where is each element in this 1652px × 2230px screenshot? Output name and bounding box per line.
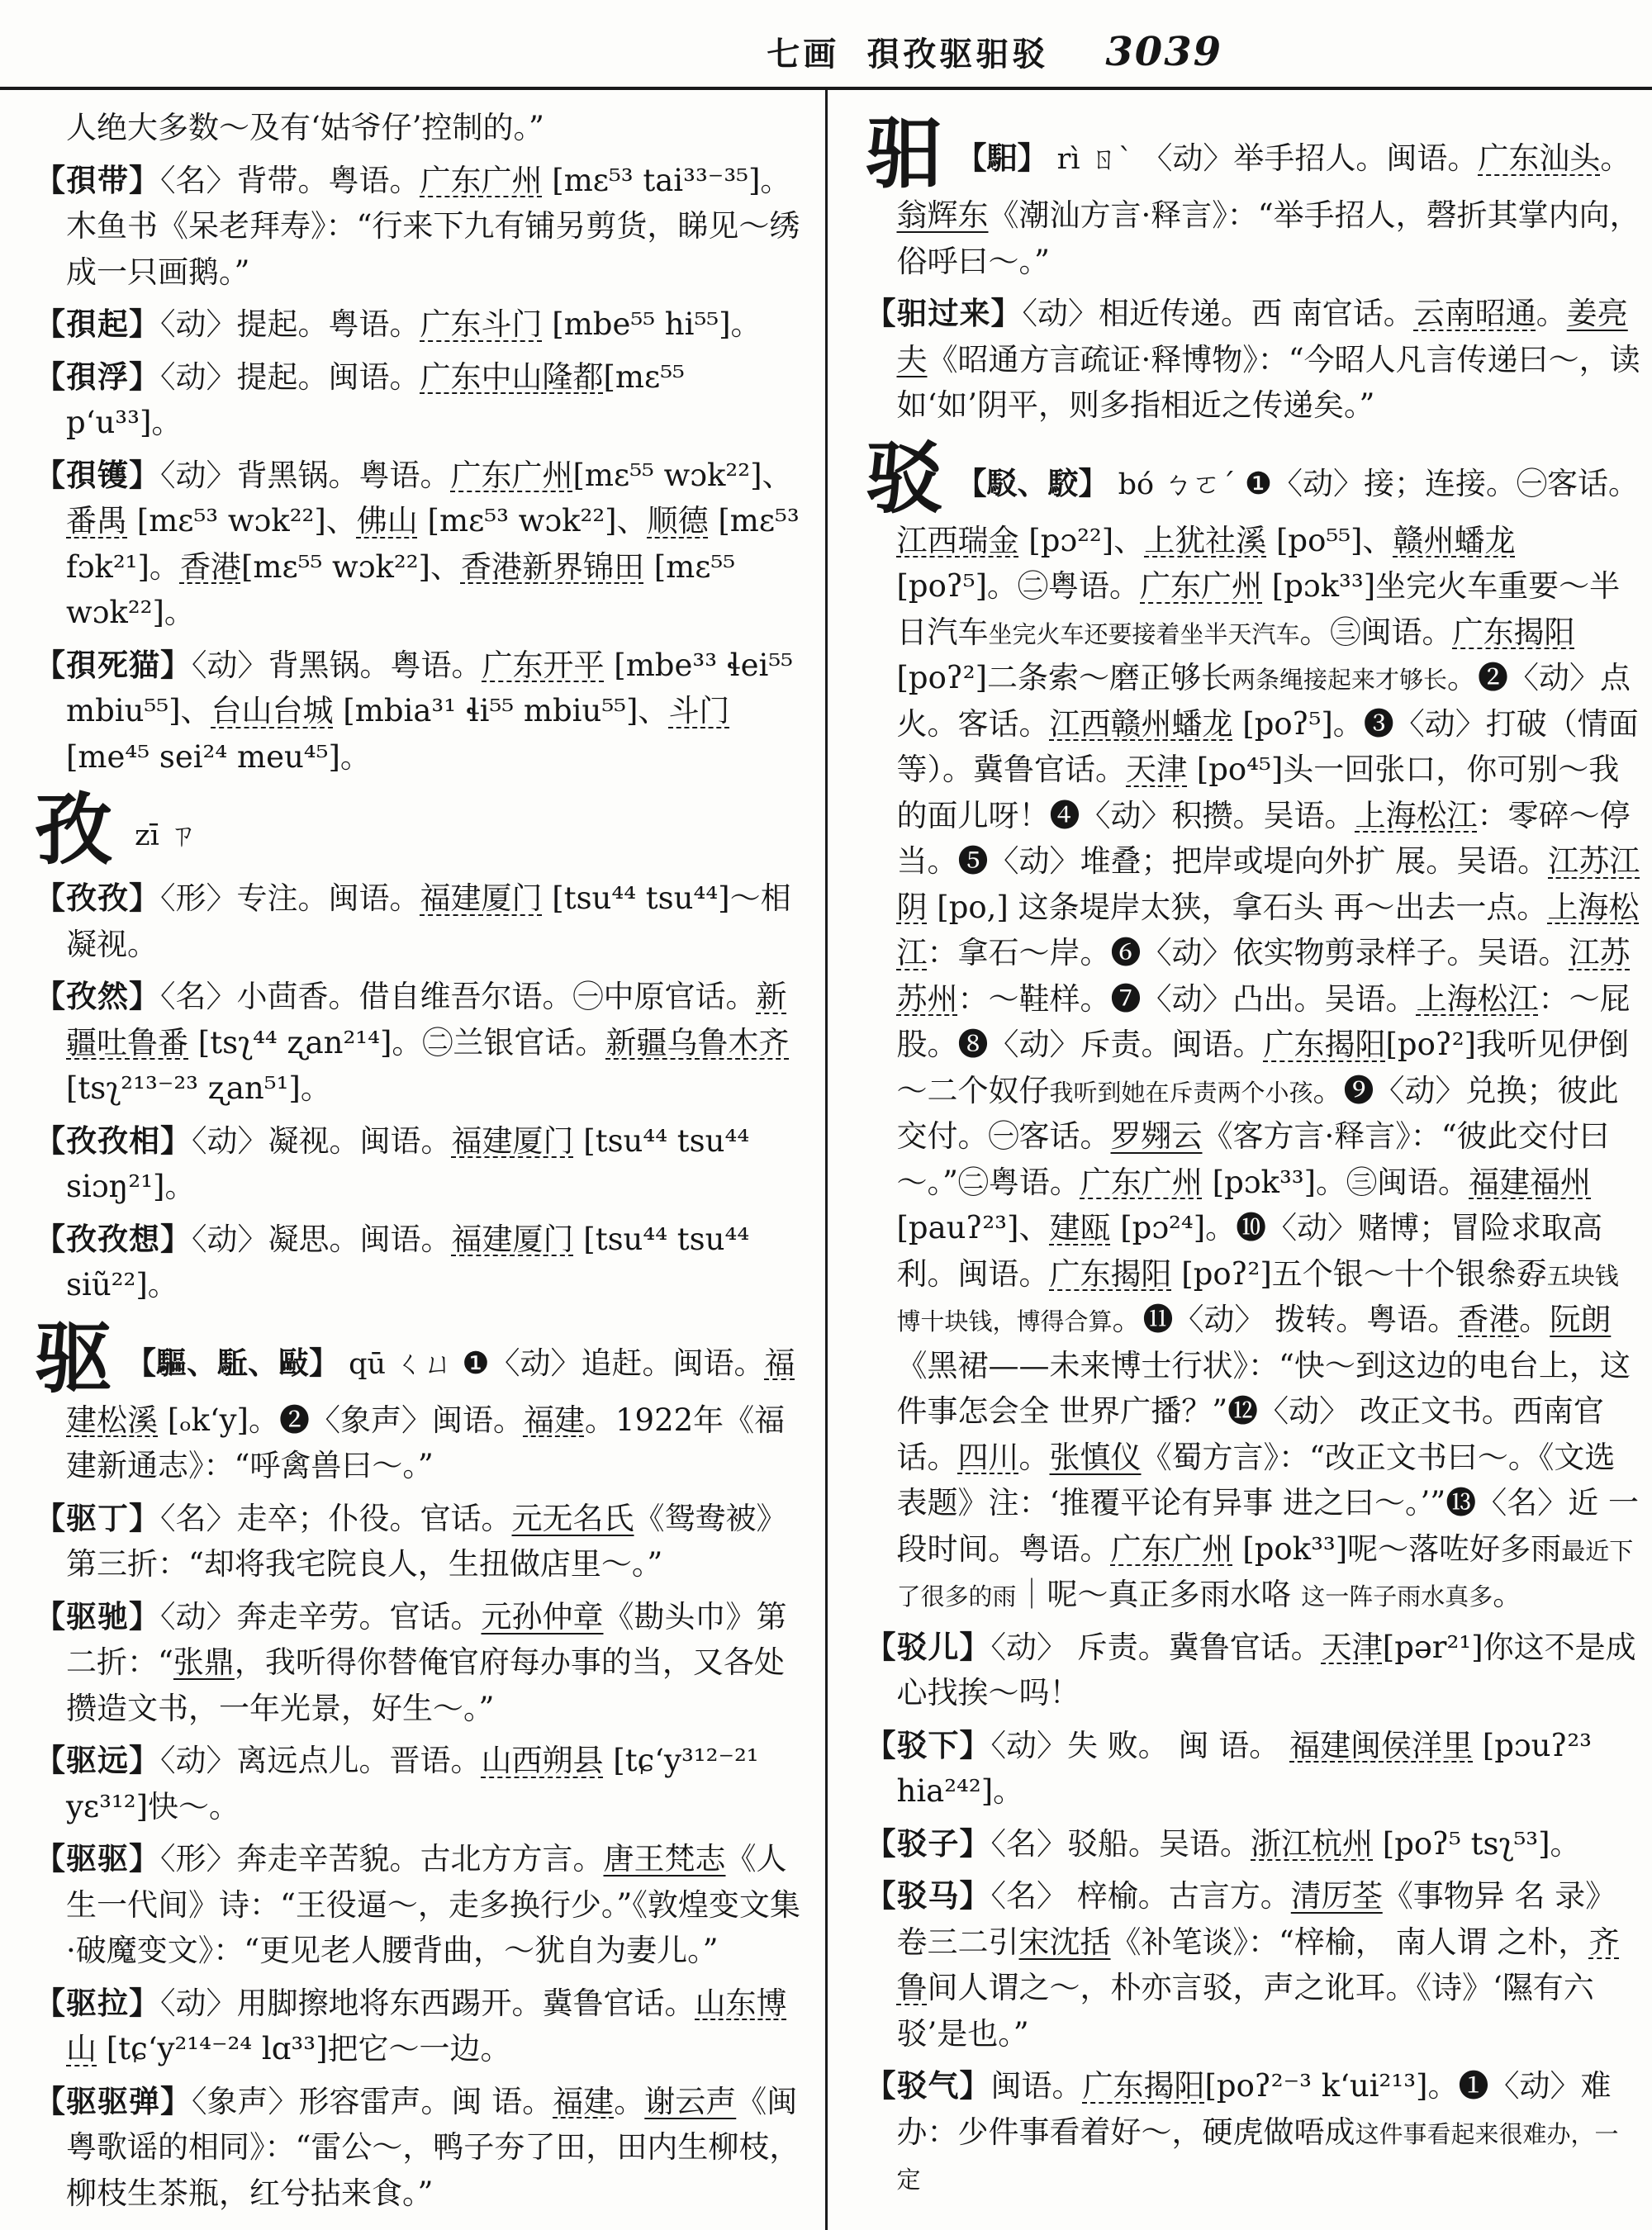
dict-entry bbox=[866, 1723, 1641, 1815]
proper-noun: 新疆乌鲁木齐 bbox=[605, 1024, 790, 1060]
entry-text: [poʔ⁵]。❸〈动〉打破（情面等）。冀鲁官话。 bbox=[896, 705, 1639, 787]
entry-text: [mɛ⁵⁵ wɔk²²]。 bbox=[66, 548, 736, 630]
entry-text: ，我听得你替俺官府每办事的当，又各处攒造文书，一年光景，好生～。” bbox=[66, 1644, 785, 1726]
headword-pinyin: rì ㄖˋ bbox=[1047, 143, 1142, 176]
entry-text: ：零碎～停当。❺〈动〉堆叠；把岸或堤向外扩 展。吴语。 bbox=[896, 797, 1631, 879]
dict-entry bbox=[35, 1836, 810, 1974]
dict-entry bbox=[35, 1981, 810, 2072]
dict-entry bbox=[35, 643, 810, 780]
proper-noun: 元无名氏 bbox=[511, 1500, 634, 1536]
proper-noun: 广东中山隆都 bbox=[420, 358, 604, 395]
proper-noun: 番禺 bbox=[66, 503, 127, 539]
proper-noun: 福建 bbox=[523, 1402, 585, 1438]
proper-noun: 谢云声 bbox=[644, 2083, 737, 2119]
entry-text: 〈动〉凝视。闽语。 bbox=[192, 1122, 452, 1159]
entry-headword: 【孜然】 bbox=[35, 978, 160, 1014]
dict-entry bbox=[35, 158, 810, 296]
proper-noun: 广东广州 bbox=[1080, 1164, 1203, 1200]
gloss-text: 最近下了很多的雨 bbox=[896, 1536, 1634, 1611]
headword-variants: 【驅、駈、敺】 bbox=[126, 1344, 340, 1381]
entry-headword: 【孭起】 bbox=[35, 306, 160, 342]
entry-text: 人绝大多数～及有‘姑爷仔’控制的。” bbox=[66, 110, 544, 145]
entry-text: [pɔuʔ²³ hia²⁴²]。 bbox=[896, 1727, 1592, 1809]
entry-text: [tsu⁴⁴ tsu⁴⁴ siɔŋ²¹]。 bbox=[66, 1122, 750, 1204]
entry-text: 。㊂闽语。 bbox=[1299, 614, 1453, 650]
entry-headword: 【驳子】 bbox=[865, 1824, 991, 1862]
proper-noun: 福建厦门 bbox=[451, 1221, 574, 1257]
proper-noun: 广东揭阳 bbox=[1452, 614, 1575, 650]
proper-noun: 广东广州 bbox=[1110, 1530, 1233, 1567]
entry-text: 〈名〉背带。粤语。 bbox=[160, 162, 420, 198]
entry-text: [mɛ⁵³ wɔk²²]、 bbox=[127, 503, 357, 539]
proper-noun: 福建闽侯洋里 bbox=[1289, 1727, 1474, 1763]
proper-noun: 福建厦门 bbox=[451, 1122, 574, 1159]
gloss-text: 这一阵子雨水真多 bbox=[1301, 1582, 1493, 1611]
page-number: 3039 bbox=[1105, 29, 1222, 75]
entry-headword: 【驱驱弹】 bbox=[35, 2082, 192, 2119]
entry-text: [po⁵⁵]、 bbox=[1266, 522, 1393, 558]
gloss-text: 这件事看起来很难办，一定 bbox=[896, 2119, 1619, 2194]
headword-character: 孜 bbox=[35, 785, 113, 875]
proper-noun: 元孙仲章 bbox=[481, 1598, 604, 1635]
entry-headword: 【孜孜相】 bbox=[35, 1122, 192, 1159]
entry-text: 《潮汕方言·释言》：“举手招人，磬折其掌内向，俗呼曰～。” bbox=[896, 197, 1640, 279]
entry-text: [mɛ⁵⁵ p‘u³³]。 bbox=[66, 358, 685, 440]
two-column-body bbox=[0, 90, 1652, 2230]
entry-text: ：～屁股。❽〈动〉斥责。闽语。 bbox=[896, 980, 1631, 1062]
gloss-text: 我听到她在斥责两个小孩 bbox=[1049, 1078, 1313, 1107]
headword-section bbox=[865, 108, 1641, 284]
entry-text: 《事物异 名 录》卷三二引 bbox=[896, 1878, 1616, 1960]
proper-noun: 广东广州 bbox=[1140, 568, 1263, 604]
proper-noun: 福建厦门 bbox=[420, 880, 543, 916]
entry-text: [mɛ⁵³ wɔk²²]、 bbox=[417, 503, 648, 539]
header-stroke-section: 七画 bbox=[767, 35, 840, 74]
entry-text: [po,] 这条堤岸太狭，拿石头 再～出去一点。 bbox=[927, 889, 1548, 925]
entry-text: [tsu⁴⁴ tsu⁴⁴ siũ²²]。 bbox=[66, 1221, 750, 1302]
proper-noun: 上犹社溪 bbox=[1144, 522, 1267, 558]
proper-noun: 广东汕头 bbox=[1478, 140, 1601, 176]
entry-text: [pɔk³³]坐完火车重要～半日汽车 bbox=[896, 568, 1621, 650]
proper-noun: 香港 bbox=[1458, 1302, 1520, 1337]
proper-noun: 张鼎 bbox=[173, 1644, 235, 1680]
proper-noun: 香港 bbox=[179, 548, 241, 585]
entry-text: 〈动〉离远点儿。晋语。 bbox=[160, 1743, 482, 1778]
entry-headword: 【驱驰】 bbox=[35, 1597, 160, 1635]
entry-text: [mɛ⁵⁵ wɔk²²]、 bbox=[572, 457, 793, 493]
headword-character: 驲 bbox=[865, 108, 943, 199]
proper-noun: 广东揭阳 bbox=[1049, 1255, 1172, 1292]
proper-noun: 广东斗门 bbox=[420, 306, 543, 342]
entry-headword: 【孜孜想】 bbox=[35, 1220, 192, 1257]
entry-text: [pɔk³³]。㊂闽语。 bbox=[1202, 1164, 1469, 1200]
entry-text: [tsʅ⁴⁴ ʐan²¹⁴]。㊁兰银官话。 bbox=[188, 1024, 606, 1060]
entry-text: 。❷〈动〉点火。客话。 bbox=[896, 660, 1631, 742]
entry-text: 《补笔谈》：“梓榆， 南人谓 之朴， bbox=[1110, 1924, 1589, 1960]
entry-text: [poʔ²]我听见伊倒～二个奴仔 bbox=[896, 1027, 1630, 1108]
entry-text: 〈形〉专注。闽语。 bbox=[160, 880, 420, 916]
dict-entry bbox=[35, 453, 810, 636]
entry-headword: 【驱丁】 bbox=[35, 1499, 160, 1536]
entry-text: 〈动〉用脚擦地将东西踢开。冀鲁官话。 bbox=[160, 1985, 695, 2021]
entry-text: ：～鞋样。❼〈动〉凸出。吴语。 bbox=[957, 980, 1417, 1017]
proper-noun: 福建 bbox=[553, 2083, 615, 2119]
entry-text: ❶〈动〉追赶。闽语。 bbox=[462, 1345, 765, 1381]
entry-headword: 【驳儿】 bbox=[865, 1628, 991, 1665]
entry-text: [po⁴⁵]头一回张口，你可别～我的面儿呀！❹〈动〉积攒。吴语。 bbox=[896, 752, 1620, 833]
entry-text: 《客方言·释言》：“彼此交付曰～。”㊁粤语。 bbox=[896, 1118, 1610, 1200]
entry-text: 间人谓之～，朴亦言驳，声之讹耳。《诗》‘隰有六驳’是也。” bbox=[896, 1970, 1594, 2052]
proper-noun: 齐鲁 bbox=[896, 1924, 1620, 2005]
gloss-text: 两条绳接起来才够长 bbox=[1232, 666, 1448, 694]
entry-text: 〈动〉失 败。 闽 语。 bbox=[990, 1727, 1290, 1763]
proper-noun: 浙江杭州 bbox=[1251, 1825, 1373, 1862]
entry-text: [ₒk‘y]。❷〈象声〉闽语。 bbox=[158, 1402, 524, 1438]
entry-headword: 【驳气】 bbox=[865, 2067, 991, 2104]
dict-entry bbox=[866, 1873, 1641, 2057]
dict-entry bbox=[35, 1118, 810, 1210]
proper-noun: 广东广州 bbox=[450, 457, 573, 493]
entry-text: 〈名〉 梓榆。古言方。 bbox=[990, 1878, 1291, 1914]
entry-text: [me⁴⁵ sei²⁴ meu⁴⁵]。 bbox=[66, 738, 371, 775]
dict-entry bbox=[35, 2079, 810, 2217]
entry-text: 《人生一代间》诗：“王役逼～，走多换行少。”《敦煌变文集·破魔变文》：“更见老人腰背曲，～犹自为妻儿。” bbox=[66, 1841, 800, 1968]
proper-noun: 广东揭阳 bbox=[1263, 1027, 1386, 1062]
entry-text: 〈动〉举手招人。闽语。 bbox=[1142, 140, 1479, 176]
proper-noun: 斗门 bbox=[668, 693, 730, 728]
headword-section bbox=[35, 785, 810, 875]
entry-text: 《勘头巾》第二折：“ bbox=[66, 1598, 787, 1680]
entry-text: [poʔ²⁻³ k‘ui²¹³]。❶〈动〉难办：少件事看着好～，硬虎做唔成 bbox=[896, 2068, 1612, 2150]
entry-text: [mɛ⁵³ tai³³⁻³⁵]。木鱼书《呆老拜寿》：“行来下九有铺另剪货，睇见～绣成一只画鹅。” bbox=[66, 162, 800, 290]
entry-headword: 【驱远】 bbox=[35, 1742, 160, 1778]
proper-noun: 四川 bbox=[957, 1439, 1019, 1475]
proper-noun: 上海松江 bbox=[1355, 797, 1478, 833]
entry-text: 〈名〉走卒；仆役。官话。 bbox=[160, 1500, 512, 1536]
proper-noun: 福建松溪 bbox=[66, 1345, 795, 1438]
entry-text: [mbe³³ ɬei⁵⁵ mbiu⁵⁵]、 bbox=[66, 647, 793, 728]
proper-noun: 广东开平 bbox=[482, 647, 605, 683]
entry-text: 〈动〉 斥责。冀鲁官话。 bbox=[990, 1629, 1322, 1665]
proper-noun: 宋沈括 bbox=[1018, 1924, 1111, 1960]
entry-text: 《黑裙——未来博士行状》：“快～到这边的电台上，这件事怎会全 世界广播？”⓬〈动〉 改正文书。西南官话。 bbox=[896, 1347, 1631, 1475]
proper-noun: 上海松江 bbox=[1416, 980, 1539, 1017]
proper-noun: 山东博山 bbox=[66, 1985, 787, 2066]
entry-text: 闽语。 bbox=[990, 2068, 1083, 2104]
gloss-text: 五块钱博十块钱，博得合算 bbox=[896, 1261, 1619, 1336]
entry-text: 〈动〉凝思。闽语。 bbox=[192, 1221, 452, 1257]
entry-text: 〈动〉背黑锅。粤语。 bbox=[160, 457, 451, 493]
continuation-paragraph bbox=[35, 105, 810, 151]
headword-variants: 【駁、駮】 bbox=[956, 464, 1109, 501]
proper-noun: 天津 bbox=[1126, 752, 1187, 787]
dict-entry bbox=[35, 974, 810, 1112]
proper-noun: 赣州蟠龙 bbox=[1393, 522, 1516, 558]
entry-text: [poʔ⁵]。㊁粤语。 bbox=[896, 568, 1141, 604]
entry-text: [pɔ²⁴]。❿〈动〉赌博；冒险求取高利。闽语。 bbox=[896, 1210, 1603, 1292]
proper-noun: 罗翙云 bbox=[1110, 1118, 1203, 1154]
entry-text: 。1922年《福建新通志》：“呼禽兽曰～。” bbox=[66, 1402, 786, 1483]
entry-text: [tɕ‘y³¹²⁻²¹ yɛ³¹²]快～。 bbox=[66, 1743, 759, 1824]
dict-entry bbox=[866, 2063, 1641, 2201]
entry-text: 〈象声〉形容雷声。闽 语。 bbox=[192, 2083, 553, 2119]
proper-noun: 顺德 bbox=[647, 503, 709, 539]
dict-entry bbox=[35, 354, 810, 446]
entry-text: [mɛ⁵³ fɔk²¹]。 bbox=[66, 503, 800, 585]
entry-text: ：拿石～岸。❻〈动〉依实物剪录样子。吴语。 bbox=[927, 935, 1569, 970]
proper-noun: 阮朗 bbox=[1550, 1302, 1612, 1337]
entry-text: [mbia³¹ ɬi⁵⁵ mbiu⁵⁵]、 bbox=[333, 693, 669, 728]
entry-headword: 【驱驱】 bbox=[35, 1840, 160, 1877]
left-column bbox=[0, 90, 825, 2230]
entry-text: 。 bbox=[1519, 1302, 1550, 1337]
entry-text: 《鸳鸯被》第三折：“却将我宅院良人，生扭做店里～。” bbox=[66, 1500, 787, 1582]
dict-entry bbox=[35, 875, 810, 967]
headword-pinyin: zī ㄗ bbox=[126, 819, 197, 852]
entry-text: 〈动〉提起。粤语。 bbox=[160, 306, 420, 342]
entry-text: ｜呢～真正多雨水咯 bbox=[1016, 1577, 1302, 1612]
gloss-text: 坐完火车还要接着坐半天汽车 bbox=[988, 619, 1300, 648]
proper-noun: 福建福州 bbox=[1469, 1164, 1592, 1200]
entry-text: 。 bbox=[1493, 1577, 1524, 1612]
entry-text: [poʔ²]五个银～十个银叅孬 bbox=[1171, 1255, 1547, 1292]
dict-entry bbox=[35, 1738, 810, 1829]
entry-text: 〈动〉相近传递。西 南官话。 bbox=[1022, 296, 1414, 331]
entry-text: 《闽粤歌谣的相同》：“雷公～，鸭子夯了田，田内生柳枝，柳枝生茶瓶，红兮拈来食。” bbox=[66, 2083, 800, 2211]
entry-text: 〈名〉小茴香。借自维吾尔语。㊀中原官话。 bbox=[160, 979, 757, 1014]
entry-text: [mɛ⁵⁵ wɔk²²]、 bbox=[240, 548, 461, 585]
entry-text: 。 bbox=[614, 2083, 645, 2119]
entry-text: [poʔ²]二条索～磨正够长 bbox=[896, 660, 1232, 695]
headword-variants: 【馹】 bbox=[956, 140, 1048, 176]
entry-text: [pauʔ²³]、 bbox=[896, 1210, 1050, 1245]
proper-noun: 建瓯 bbox=[1049, 1210, 1111, 1245]
entry-text: 。 bbox=[1536, 296, 1567, 331]
page-header bbox=[0, 0, 1652, 75]
headword-pinyin: bó ㄅㄛˊ bbox=[1108, 467, 1245, 501]
entry-text: 〈名〉驳船。吴语。 bbox=[990, 1825, 1251, 1862]
proper-noun: 新疆吐鲁番 bbox=[66, 979, 787, 1060]
proper-noun: 广东揭阳 bbox=[1082, 2068, 1205, 2104]
entry-headword: 【驲过来】 bbox=[865, 295, 1023, 331]
entry-text: 。 bbox=[1600, 140, 1631, 176]
proper-noun: 清厉荃 bbox=[1290, 1878, 1383, 1914]
entry-headword: 【孭浮】 bbox=[35, 358, 160, 395]
headword-pinyin: qū ㄑㄩ bbox=[339, 1347, 463, 1381]
entry-text: 。❾〈动〉兑换；彼此交付。㊀客话。 bbox=[896, 1072, 1619, 1154]
entry-text: 《蜀方言》：“改正文书曰～。《文选表题》注：‘推覆平论有异事 进之曰～。’”⓭〈名〉近 一段时间。粤语。 bbox=[896, 1439, 1639, 1567]
dict-entry bbox=[35, 1594, 810, 1732]
dict-entry bbox=[866, 1821, 1641, 1867]
proper-noun: 唐王梵志 bbox=[603, 1841, 726, 1877]
entry-headword: 【孭带】 bbox=[35, 161, 160, 198]
entry-headword: 【孜孜】 bbox=[35, 880, 160, 916]
dict-entry bbox=[866, 291, 1641, 429]
headword-section bbox=[35, 1312, 810, 1489]
proper-noun: 翁辉东 bbox=[896, 197, 989, 233]
entry-text: [tsu⁴⁴ tsu⁴⁴]～相凝视。 bbox=[66, 880, 791, 962]
entry-text: 。⓫〈动〉 拨转。粤语。 bbox=[1112, 1302, 1459, 1337]
headword-character: 驳 bbox=[865, 433, 943, 524]
dict-entry bbox=[866, 1625, 1641, 1716]
proper-noun: 云南昭通 bbox=[1413, 296, 1536, 331]
entry-text: [pok³³]呢～落咗好多雨 bbox=[1232, 1530, 1562, 1567]
entry-text: 〈动〉背黑锅。粤语。 bbox=[192, 647, 482, 683]
proper-noun: 江西瑞金 bbox=[896, 522, 1019, 558]
proper-noun: 台山台城 bbox=[211, 693, 334, 728]
entry-headword: 【驳下】 bbox=[865, 1726, 991, 1763]
entry-text: [pɔ²²]、 bbox=[1018, 522, 1145, 558]
proper-noun: 江苏江阴 bbox=[896, 843, 1640, 925]
entry-headword: 【孭镬】 bbox=[35, 456, 160, 493]
dict-entry bbox=[35, 1496, 810, 1587]
proper-noun: 天津 bbox=[1321, 1629, 1383, 1665]
entry-headword: 【驳马】 bbox=[865, 1877, 991, 1914]
entry-text: 《昭通方言疏证·释博物》：“今昭人凡言传递曰～，读如‘如’阴平，则多指相近之传递矣。” bbox=[896, 341, 1640, 423]
proper-noun: 江西赣州蟠龙 bbox=[1049, 705, 1233, 742]
entry-text: 〈形〉奔走辛苦貌。古北方方言。 bbox=[160, 1841, 604, 1877]
entry-text: ❶〈动〉接；连接。㊀客话。 bbox=[1244, 465, 1640, 501]
entry-text: [tɕ‘y²¹⁴⁻²⁴ lɑ³³]把它～一边。 bbox=[97, 2031, 511, 2066]
proper-noun: 广东广州 bbox=[420, 162, 543, 198]
entry-text: 〈动〉奔走辛劳。官话。 bbox=[160, 1598, 482, 1635]
entry-text: 〈动〉提起。闽语。 bbox=[160, 358, 420, 395]
proper-noun: 上海松江 bbox=[896, 889, 1640, 970]
dict-entry bbox=[35, 301, 810, 348]
entry-headword: 【驱拉】 bbox=[35, 1984, 160, 2021]
proper-noun: 山西朔县 bbox=[481, 1743, 604, 1778]
right-column bbox=[828, 90, 1652, 2230]
proper-noun: 香港新界锦田 bbox=[460, 548, 644, 585]
headword-section bbox=[865, 433, 1641, 1618]
proper-noun: 佛山 bbox=[356, 503, 418, 539]
header-character-range: 孭孜驱驲驳 bbox=[866, 35, 1049, 74]
proper-noun: 张慎仪 bbox=[1049, 1439, 1142, 1475]
entry-text: [tsʅ²¹³⁻²³ ʐan⁵¹]。 bbox=[66, 1070, 331, 1106]
proper-noun: 江苏苏州 bbox=[896, 935, 1631, 1017]
entry-text: [pər²¹]你这不是成心找挨～吗！ bbox=[896, 1629, 1636, 1710]
entry-text: 。 bbox=[1018, 1439, 1050, 1475]
headword-character: 驱 bbox=[35, 1312, 113, 1404]
entry-text: [mbe⁵⁵ hi⁵⁵]。 bbox=[542, 306, 762, 342]
dict-entry bbox=[35, 1217, 810, 1308]
entry-text: [poʔ⁵ tsʅ⁵³]。 bbox=[1373, 1825, 1581, 1862]
entry-headword: 【孭死猫】 bbox=[35, 646, 192, 683]
proper-noun: 姜亮夫 bbox=[896, 296, 1628, 377]
